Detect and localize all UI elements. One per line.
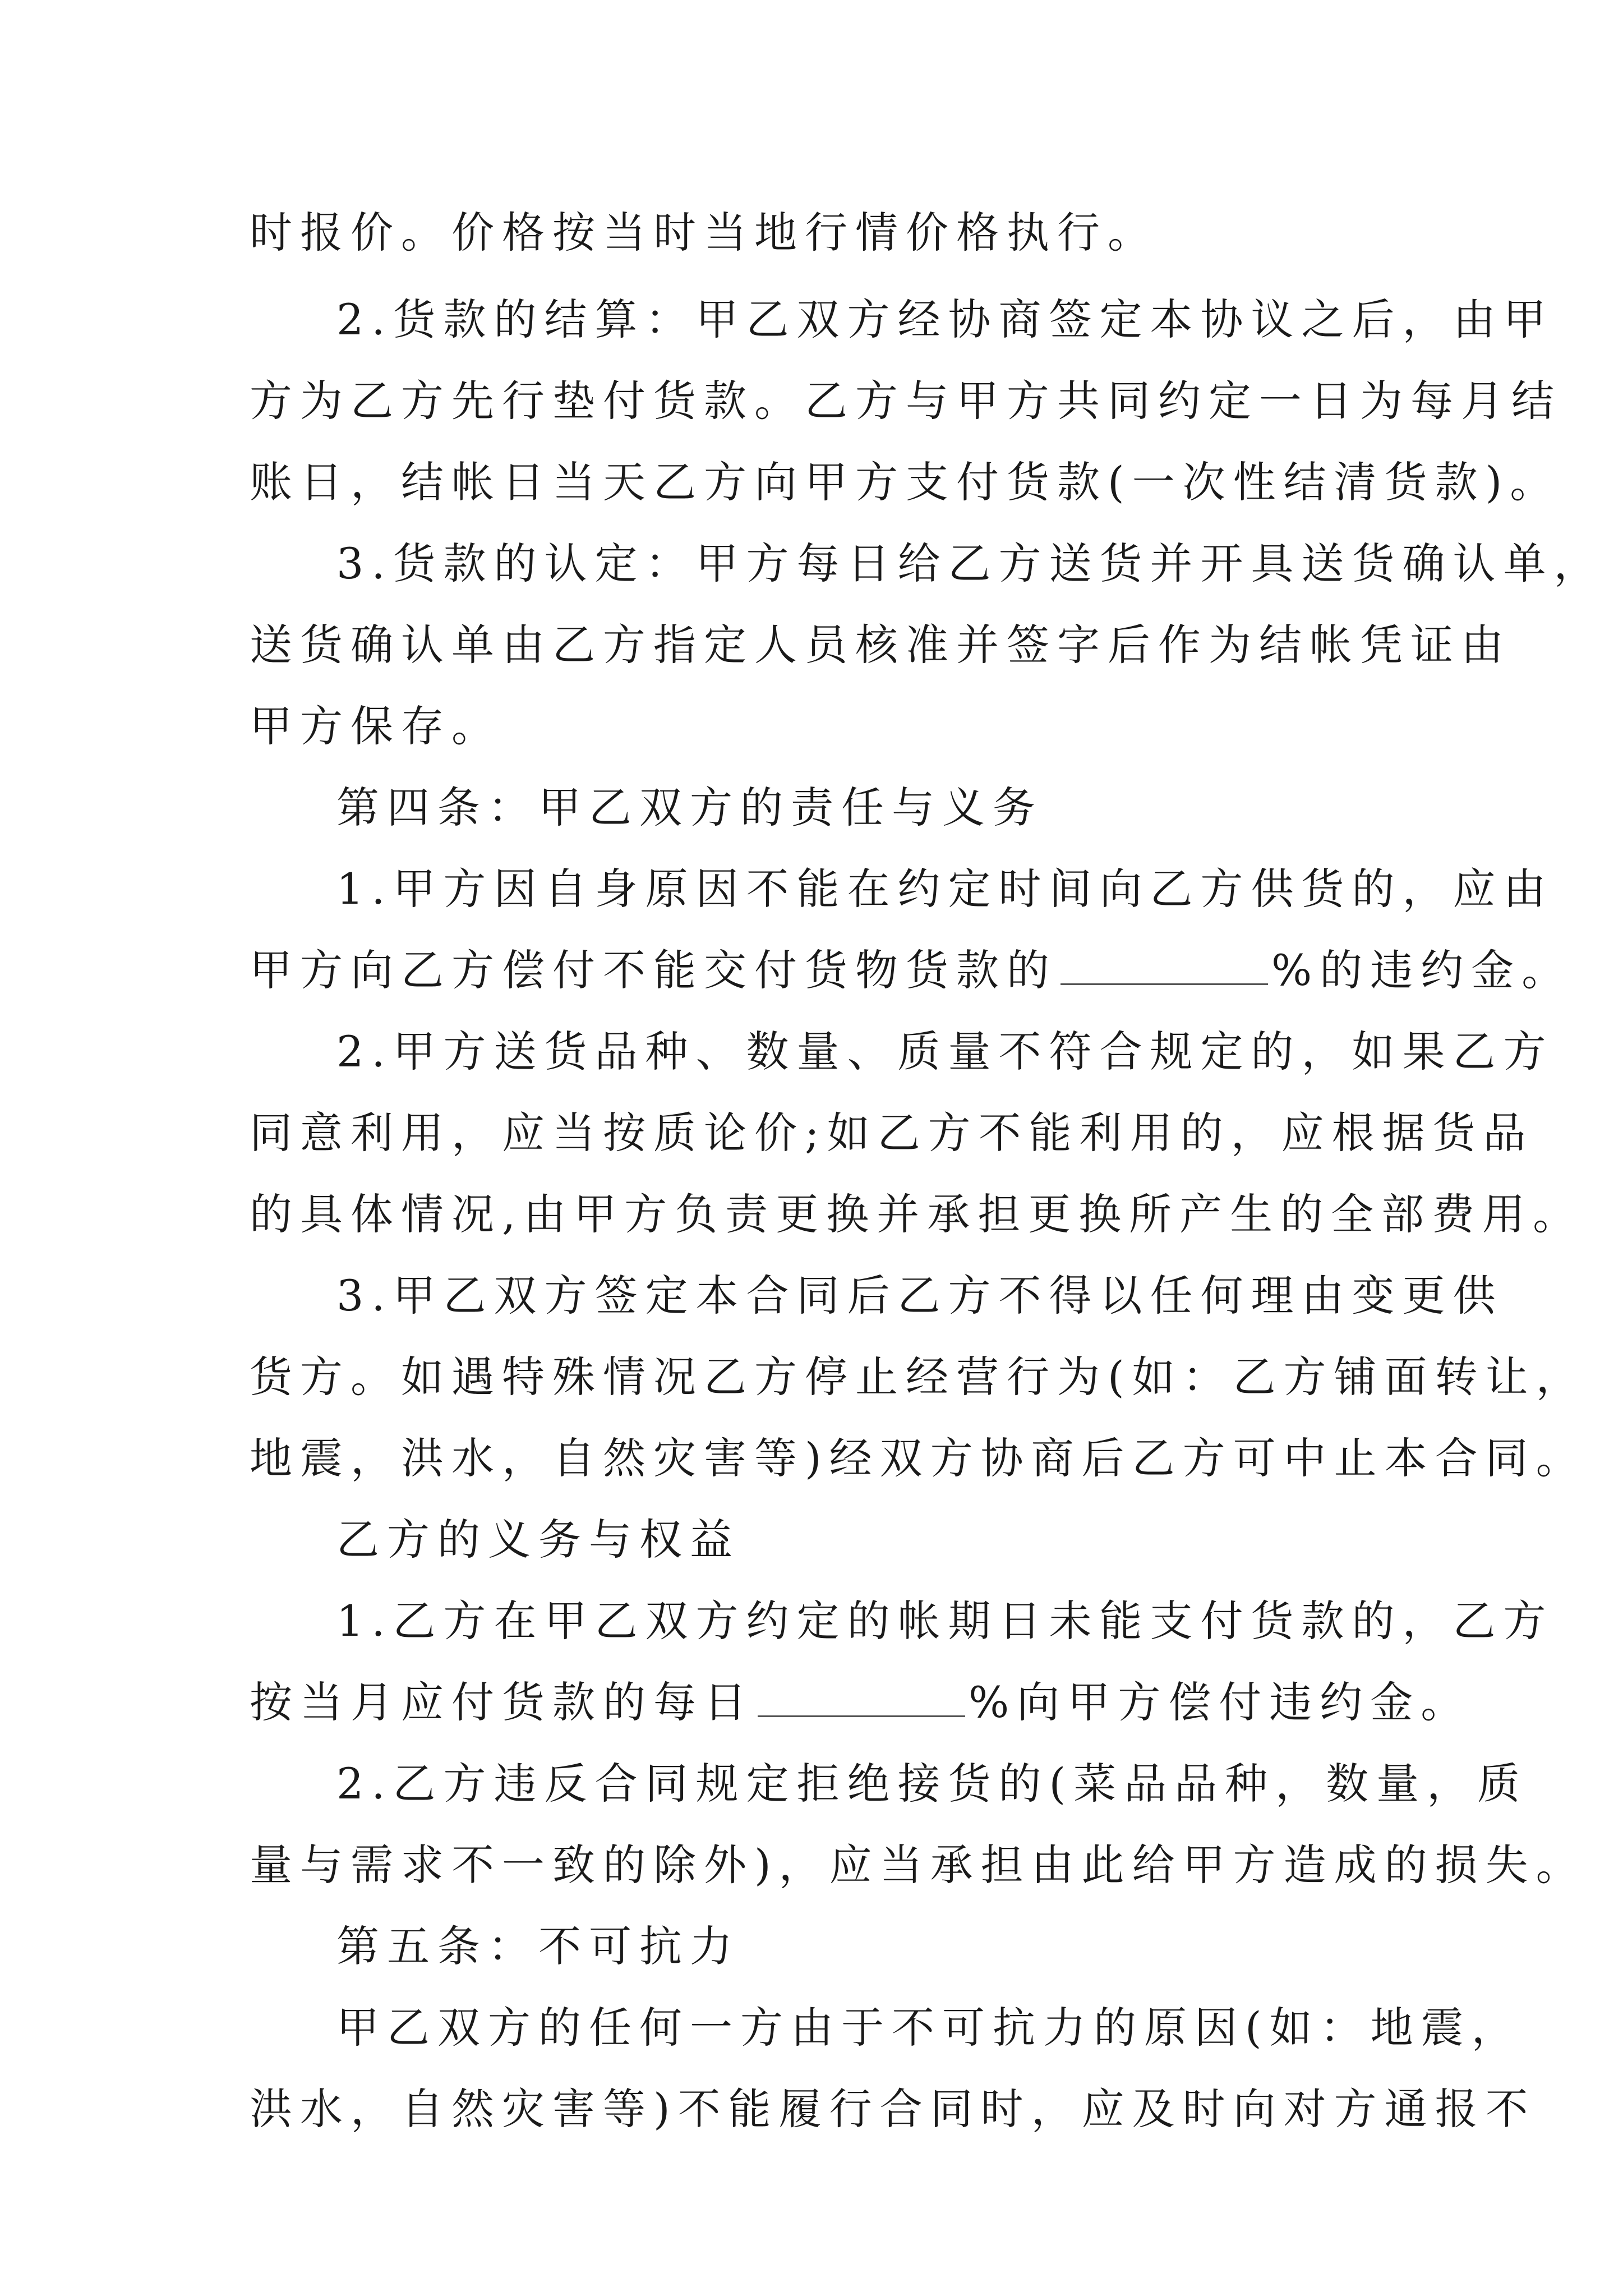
text-fragment: %的违约金。 (1271, 945, 1573, 995)
text-line: 时报价。价格按当时当地行情价格执行。 (250, 208, 1158, 257)
text-line: 甲方保存。 (250, 701, 502, 751)
text-fragment: 甲方向乙方偿付不能交付货物货款的 (250, 945, 1057, 995)
fill-in-blank[interactable] (758, 1713, 965, 1717)
text-line: 量与需求不一致的除外)，应当承担由此给甲方造成的损失。 (250, 1840, 1587, 1890)
text-line: 地震，洪水，自然灾害等)经双方协商后乙方可中止本合同。 (250, 1433, 1587, 1483)
text-line: 2.甲方送货品种、数量、质量不符合规定的，如果乙方 (336, 1027, 1554, 1076)
text-line: 2.货款的结算：甲乙双方经协商签定本协议之后，由甲 (336, 295, 1554, 344)
text-line: 3.货款的认定：甲方每日给乙方送货并开具送货确认单， (336, 539, 1604, 588)
text-line: 2.乙方违反合同规定拒绝接货的(菜品品种，数量，质 (336, 1759, 1528, 1809)
section-heading: 乙方的义务与权益 (336, 1515, 740, 1565)
text-line: 方为乙方先行垫付货款。乙方与甲方共同约定一日为每月结 (250, 376, 1562, 426)
text-line: 3.甲乙双方签定本合同后乙方不得以任何理由变更供 (336, 1271, 1504, 1320)
text-line: 1.乙方在甲乙双方约定的帐期日未能支付货款的，乙方 (336, 1596, 1554, 1646)
text-line: 1.甲方因自身原因不能在约定时间向乙方供货的，应由 (336, 864, 1554, 914)
text-line: 送货确认单由乙方指定人员核准并签字后作为结帐凭证由 (250, 620, 1511, 670)
text-line: 甲乙双方的任何一方由于不可抗力的原因(如：地震， (336, 2003, 1522, 2053)
fill-in-blank[interactable] (1061, 981, 1268, 985)
text-line: 账日，结帐日当天乙方向甲方支付货款(一次性结清货款)。 (250, 457, 1561, 507)
text-line: 洪水，自然灾害等)不能履行合同时，应及时向对方通报不 (250, 2084, 1536, 2134)
text-fragment: %向甲方偿付违约金。 (969, 1677, 1472, 1727)
text-fragment: 按当月应付货款的每日 (250, 1677, 754, 1727)
section-heading: 第五条：不可抗力 (336, 1921, 740, 1971)
text-line: 货方。如遇特殊情况乙方停止经营行为(如：乙方铺面转让， (250, 1352, 1587, 1402)
text-line-with-blank (250, 1669, 1471, 1736)
text-line: 的具体情况,由甲方负责更换并承担更换所产生的全部费用。 (250, 1189, 1584, 1239)
text-line: 同意利用，应当按质论价;如乙方不能利用的，应根据货品 (250, 1108, 1534, 1158)
text-line-with-blank (250, 937, 1572, 1004)
section-heading: 第四条：甲乙双方的责任与义务 (336, 783, 1043, 832)
